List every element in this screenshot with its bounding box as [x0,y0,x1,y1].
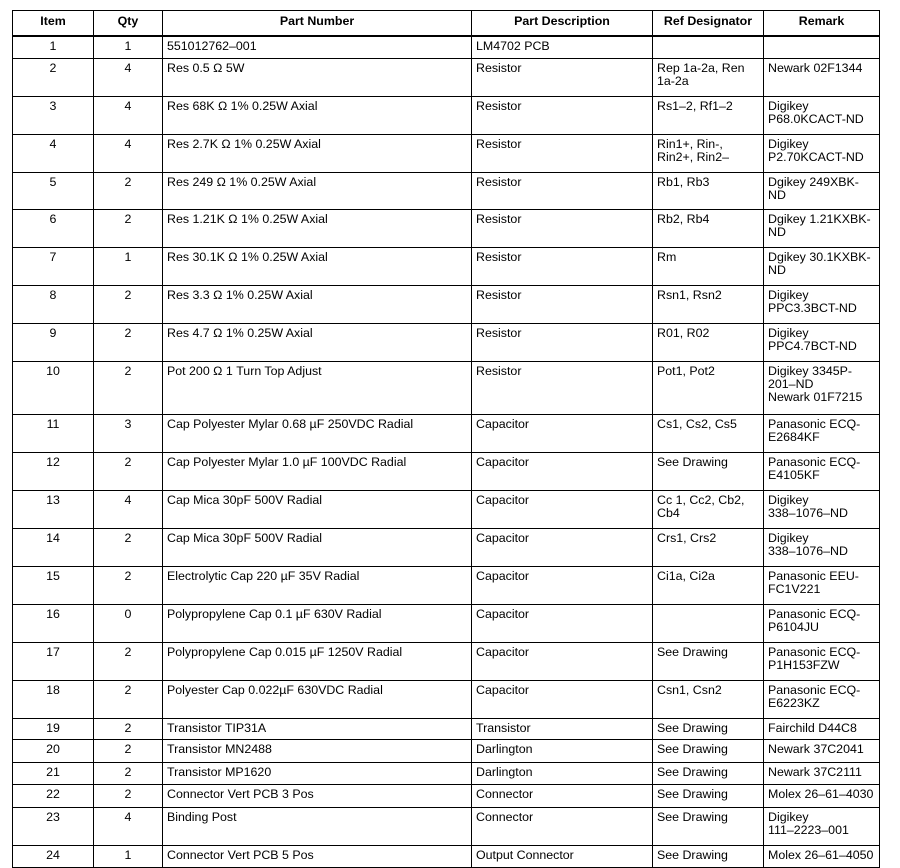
ref-designator-cell-line: Rm [657,249,677,264]
part-description-cell: Resistor [472,209,653,247]
item-cell: 21 [13,762,94,784]
qty-cell: 2 [94,172,163,209]
table-row [13,566,880,604]
item-cell: 12 [13,452,94,490]
ref-designator-cell [653,96,764,134]
qty-cell: 2 [94,784,163,807]
remark-cell [764,762,880,784]
remark-cell [764,490,880,528]
part-number-cell: Res 30.1K Ω 1% 0.25W Axial [163,247,472,285]
remark-cell-line: Newark 37C2041 [768,741,864,756]
part-number-cell: Cap Polyester Mylar 1.0 µF 100VDC Radial [163,452,472,490]
ref-designator-cell-line: See Drawing [657,847,728,862]
part-description-cell: Capacitor [472,452,653,490]
ref-designator-cell [653,739,764,762]
ref-designator-cell-line: Rin2+, Rin2– [657,149,729,164]
ref-designator-cell-line: Rep 1a-2a, Ren [657,60,745,75]
item-cell: 23 [13,807,94,845]
bom-table [12,10,880,868]
part-number-cell: Binding Post [163,807,472,845]
bom-body [13,36,880,867]
part-description-cell: Connector [472,807,653,845]
table-row [13,807,880,845]
part-number-cell: Cap Mica 30pF 500V Radial [163,528,472,566]
ref-designator-cell [653,209,764,247]
remark-cell-line: Digikey [768,492,809,507]
ref-designator-cell [653,642,764,680]
remark-cell-line: E4105KF [768,467,820,482]
remark-cell [764,739,880,762]
part-number-cell: 551012762–001 [163,36,472,58]
remark-cell-line: Newark 37C2111 [768,764,862,779]
table-row [13,285,880,323]
part-description-cell: Capacitor [472,490,653,528]
ref-designator-cell [653,784,764,807]
remark-cell-line: Digikey [768,530,809,545]
ref-designator-cell [653,452,764,490]
ref-designator-cell [653,285,764,323]
remark-cell [764,285,880,323]
qty-cell: 4 [94,490,163,528]
part-number-cell: Res 68K Ω 1% 0.25W Axial [163,96,472,134]
ref-designator-cell [653,680,764,718]
table-row [13,247,880,285]
qty-cell: 2 [94,209,163,247]
remark-cell-line: Dgikey 1.21KXBK- [768,211,871,226]
ref-designator-cell-line: See Drawing [657,809,728,824]
remark-cell-line: 338–1076–ND [768,543,848,558]
item-cell: 17 [13,642,94,680]
qty-cell: 1 [94,36,163,58]
ref-designator-cell [653,414,764,452]
part-description-cell: Resistor [472,323,653,361]
ref-designator-cell-line: Ci1a, Ci2a [657,568,715,583]
remark-cell-line: ND [768,187,786,202]
ref-designator-cell-line: Rs1–2, Rf1–2 [657,98,733,113]
qty-cell: 2 [94,323,163,361]
remark-cell [764,642,880,680]
item-cell: 2 [13,58,94,96]
remark-cell-line: E6223KZ [768,695,820,710]
item-cell: 11 [13,414,94,452]
part-description-cell: Resistor [472,134,653,172]
remark-cell [764,414,880,452]
part-number-cell: Res 1.21K Ω 1% 0.25W Axial [163,209,472,247]
ref-designator-cell [653,762,764,784]
remark-cell [764,807,880,845]
part-description-cell: Resistor [472,247,653,285]
item-cell: 3 [13,96,94,134]
remark-cell-line: Newark 01F7215 [768,390,863,405]
header-part-number: Part Number [163,11,472,37]
part-description-cell: Capacitor [472,528,653,566]
remark-cell-line: 201–ND [768,376,814,391]
header-row [13,11,880,37]
ref-designator-cell [653,807,764,845]
qty-cell: 2 [94,642,163,680]
qty-cell: 4 [94,134,163,172]
qty-cell: 1 [94,247,163,285]
table-row [13,172,880,209]
table-row [13,452,880,490]
item-cell: 5 [13,172,94,209]
table-row [13,845,880,867]
remark-cell [764,209,880,247]
qty-cell: 4 [94,807,163,845]
remark-cell [764,845,880,867]
qty-cell: 1 [94,845,163,867]
remark-cell-line: P6104JU [768,619,819,634]
remark-cell-line: Molex 26–61–4050 [768,847,874,862]
part-number-cell: Cap Mica 30pF 500V Radial [163,490,472,528]
remark-cell-line: Panasonic EEU- [768,568,859,583]
remark-cell [764,680,880,718]
part-description-cell: Resistor [472,96,653,134]
ref-designator-cell-line: R01, R02 [657,325,710,340]
header-ref-designator: Ref Designator [653,11,764,37]
table-row [13,414,880,452]
item-cell: 19 [13,718,94,739]
part-description-cell: Capacitor [472,414,653,452]
remark-cell [764,36,880,58]
qty-cell: 2 [94,739,163,762]
table-row [13,209,880,247]
ref-designator-cell [653,172,764,209]
remark-cell-line: Panasonic ECQ- [768,682,861,697]
part-number-cell: Connector Vert PCB 3 Pos [163,784,472,807]
ref-designator-cell-line: Cb4 [657,505,680,520]
qty-cell: 0 [94,604,163,642]
part-number-cell: Transistor MP1620 [163,762,472,784]
part-number-cell: Polypropylene Cap 0.015 µF 1250V Radial [163,642,472,680]
remark-cell-line: P68.0KCACT-ND [768,111,864,126]
item-cell: 7 [13,247,94,285]
part-number-cell: Connector Vert PCB 5 Pos [163,845,472,867]
remark-cell [764,134,880,172]
remark-cell-line: Fairchild D44C8 [768,720,857,735]
ref-designator-cell-line: Cc 1, Cc2, Cb2, [657,492,745,507]
ref-designator-cell [653,247,764,285]
part-description-cell: Darlington [472,739,653,762]
remark-cell-line: Newark 02F1344 [768,60,863,75]
part-number-cell: Res 0.5 Ω 5W [163,58,472,96]
ref-designator-cell [653,323,764,361]
header-remark: Remark [764,11,880,37]
qty-cell: 4 [94,96,163,134]
ref-designator-cell [653,566,764,604]
remark-cell-line: Panasonic ECQ- [768,606,861,621]
remark-cell-line: Digikey [768,136,809,151]
ref-designator-cell [653,361,764,414]
part-description-cell: Capacitor [472,566,653,604]
remark-cell-line: PPC3.3BCT-ND [768,300,857,315]
part-description-cell: Capacitor [472,642,653,680]
part-description-cell: Capacitor [472,680,653,718]
table-row [13,604,880,642]
item-cell: 20 [13,739,94,762]
ref-designator-cell-line: Crs1, Crs2 [657,530,717,545]
ref-designator-cell-line: Rin1+, Rin-, [657,136,723,151]
ref-designator-cell [653,36,764,58]
part-number-cell: Electrolytic Cap 220 µF 35V Radial [163,566,472,604]
part-description-cell: Darlington [472,762,653,784]
part-number-cell: Res 2.7K Ω 1% 0.25W Axial [163,134,472,172]
item-cell: 10 [13,361,94,414]
remark-cell-line: ND [768,224,786,239]
remark-cell-line: Panasonic ECQ- [768,416,861,431]
table-row [13,58,880,96]
item-cell: 9 [13,323,94,361]
table-row [13,718,880,739]
item-cell: 15 [13,566,94,604]
table-row [13,361,880,414]
remark-cell [764,452,880,490]
ref-designator-cell-line: See Drawing [657,644,728,659]
remark-cell-line: Panasonic ECQ- [768,454,861,469]
part-number-cell: Res 3.3 Ω 1% 0.25W Axial [163,285,472,323]
table-row [13,762,880,784]
remark-cell-line: Panasonic ECQ- [768,644,861,659]
ref-designator-cell [653,845,764,867]
ref-designator-cell-line: See Drawing [657,786,728,801]
remark-cell [764,528,880,566]
remark-cell-line: Molex 26–61–4030 [768,786,874,801]
remark-cell [764,96,880,134]
remark-cell [764,361,880,414]
part-number-cell: Cap Polyester Mylar 0.68 µF 250VDC Radial [163,414,472,452]
item-cell: 24 [13,845,94,867]
item-cell: 8 [13,285,94,323]
qty-cell: 2 [94,566,163,604]
part-description-cell: Resistor [472,285,653,323]
ref-designator-cell [653,490,764,528]
part-description-cell: Connector [472,784,653,807]
qty-cell: 2 [94,680,163,718]
ref-designator-cell-line: See Drawing [657,454,728,469]
remark-cell-line: Digikey 3345P- [768,363,853,378]
ref-designator-cell-line: See Drawing [657,741,728,756]
remark-cell [764,172,880,209]
part-description-cell: Transistor [472,718,653,739]
remark-cell-line: Digikey [768,98,809,113]
part-description-cell: Resistor [472,172,653,209]
remark-cell-line: P1H153FZW [768,657,840,672]
table-row [13,490,880,528]
item-cell: 6 [13,209,94,247]
part-description-cell: Output Connector [472,845,653,867]
header-qty: Qty [94,11,163,37]
ref-designator-cell [653,58,764,96]
part-description-cell: Capacitor [472,604,653,642]
qty-cell: 2 [94,361,163,414]
ref-designator-cell-line: Cs1, Cs2, Cs5 [657,416,737,431]
table-row [13,528,880,566]
qty-cell: 3 [94,414,163,452]
table-row [13,323,880,361]
ref-designator-cell-line: Rb2, Rb4 [657,211,710,226]
item-cell: 4 [13,134,94,172]
remark-cell-line: E2684KF [768,429,820,444]
ref-designator-cell-line: Csn1, Csn2 [657,682,722,697]
part-description-cell: Resistor [472,361,653,414]
table-row [13,739,880,762]
remark-cell-line: Dgikey 30.1KXBK- [768,249,871,264]
item-cell: 1 [13,36,94,58]
remark-cell-line: Digikey [768,809,809,824]
table-row [13,134,880,172]
remark-cell-line: Digikey [768,325,809,340]
qty-cell: 2 [94,718,163,739]
item-cell: 14 [13,528,94,566]
table-row [13,680,880,718]
remark-cell [764,247,880,285]
table-row [13,36,880,58]
remark-cell-line: 338–1076–ND [768,505,848,520]
remark-cell [764,784,880,807]
table-row [13,642,880,680]
remark-cell-line: FC1V221 [768,581,821,596]
remark-cell [764,323,880,361]
part-description-cell: LM4702 PCB [472,36,653,58]
ref-designator-cell [653,528,764,566]
part-number-cell: Transistor TIP31A [163,718,472,739]
header-part-description: Part Description [472,11,653,37]
ref-designator-cell-line: Rsn1, Rsn2 [657,287,722,302]
qty-cell: 2 [94,762,163,784]
ref-designator-cell-line: Rb1, Rb3 [657,174,710,189]
item-cell: 13 [13,490,94,528]
qty-cell: 2 [94,528,163,566]
part-description-cell: Resistor [472,58,653,96]
ref-designator-cell-line: 1a-2a [657,73,689,88]
item-cell: 22 [13,784,94,807]
ref-designator-cell-line: See Drawing [657,764,728,779]
part-number-cell: Res 4.7 Ω 1% 0.25W Axial [163,323,472,361]
remark-cell-line: ND [768,262,786,277]
qty-cell: 4 [94,58,163,96]
remark-cell [764,566,880,604]
remark-cell-line: P2.70KCACT-ND [768,149,864,164]
remark-cell-line: Dgikey 249XBK- [768,174,859,189]
table-row [13,96,880,134]
item-cell: 18 [13,680,94,718]
remark-cell-line: PPC4.7BCT-ND [768,338,857,353]
remark-cell [764,718,880,739]
table-row [13,784,880,807]
header-item: Item [13,11,94,37]
remark-cell [764,58,880,96]
ref-designator-cell-line: Pot1, Pot2 [657,363,715,378]
part-number-cell: Transistor MN2488 [163,739,472,762]
remark-cell-line: 111–2223–001 [768,822,849,837]
qty-cell: 2 [94,452,163,490]
part-number-cell: Polyester Cap 0.022µF 630VDC Radial [163,680,472,718]
part-number-cell: Polypropylene Cap 0.1 µF 630V Radial [163,604,472,642]
qty-cell: 2 [94,285,163,323]
item-cell: 16 [13,604,94,642]
remark-cell-line: Digikey [768,287,809,302]
ref-designator-cell-line: See Drawing [657,720,728,735]
ref-designator-cell [653,604,764,642]
ref-designator-cell [653,718,764,739]
remark-cell [764,604,880,642]
part-number-cell: Pot 200 Ω 1 Turn Top Adjust [163,361,472,414]
part-number-cell: Res 249 Ω 1% 0.25W Axial [163,172,472,209]
ref-designator-cell [653,134,764,172]
